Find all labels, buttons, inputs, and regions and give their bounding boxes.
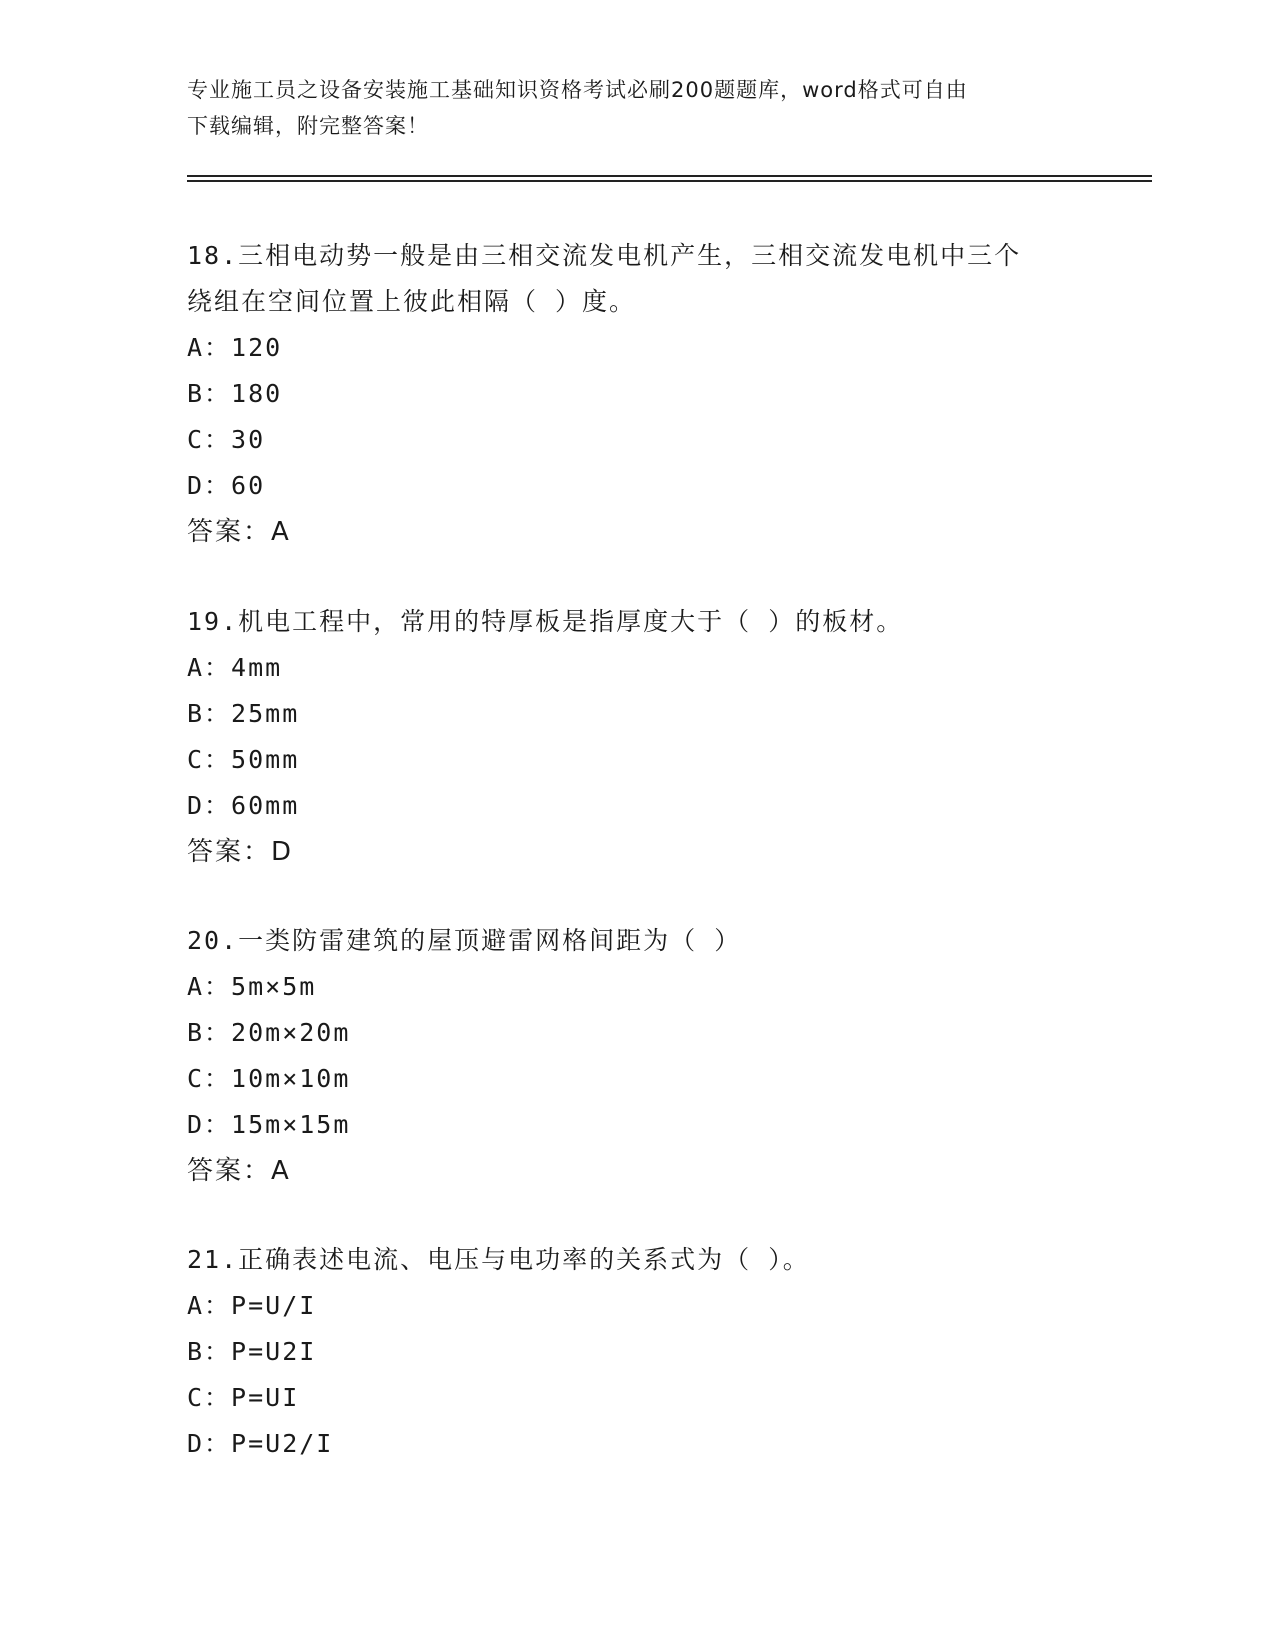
option-c: C：P=UI [187, 1383, 300, 1412]
header-line: 专业施工员之设备安装施工基础知识资格考试必刷200题题库，word格式可自由 [187, 78, 968, 102]
header-divider [187, 180, 1152, 182]
answer: 答案：A [187, 517, 291, 547]
option-c: C：10m×10m [187, 1064, 351, 1093]
option-a: A：4mm [187, 653, 283, 682]
option-b: B：20m×20m [187, 1018, 351, 1047]
answer: 答案：A [187, 1156, 291, 1186]
option-c: C：50mm [187, 745, 300, 774]
option-d: D：P=U2/I [187, 1429, 334, 1458]
option-b: B：P=U2I [187, 1337, 317, 1366]
option-a: A：5m×5m [187, 972, 317, 1001]
header-divider [187, 175, 1152, 177]
answer: 答案：D [187, 837, 294, 867]
question-stem: 绕组在空间位置上彼此相隔（ ）度。 [187, 287, 637, 316]
option-d: D：60 [187, 471, 266, 500]
question-21 [187, 1237, 1087, 1467]
option-b: B：25mm [187, 699, 300, 728]
question-stem: 19.机电工程中，常用的特厚板是指厚度大于（ ）的板材。 [187, 607, 904, 636]
option-a: A：P=U/I [187, 1291, 317, 1320]
question-19 [187, 599, 1087, 875]
question-20 [187, 918, 1087, 1194]
question-stem: 18.三相电动势一般是由三相交流发电机产生，三相交流发电机中三个 [187, 241, 1022, 270]
document-header [187, 72, 1067, 144]
question-18 [187, 233, 1087, 555]
option-c: C：30 [187, 425, 266, 454]
header-line: 下载编辑，附完整答案！ [187, 114, 429, 138]
option-d: D：15m×15m [187, 1110, 351, 1139]
option-b: B：180 [187, 379, 283, 408]
option-a: A：120 [187, 333, 283, 362]
question-stem: 20.一类防雷建筑的屋顶避雷网格间距为（ ） [187, 926, 742, 955]
option-d: D：60mm [187, 791, 300, 820]
question-stem: 21.正确表述电流、电压与电功率的关系式为（ ）。 [187, 1245, 810, 1274]
